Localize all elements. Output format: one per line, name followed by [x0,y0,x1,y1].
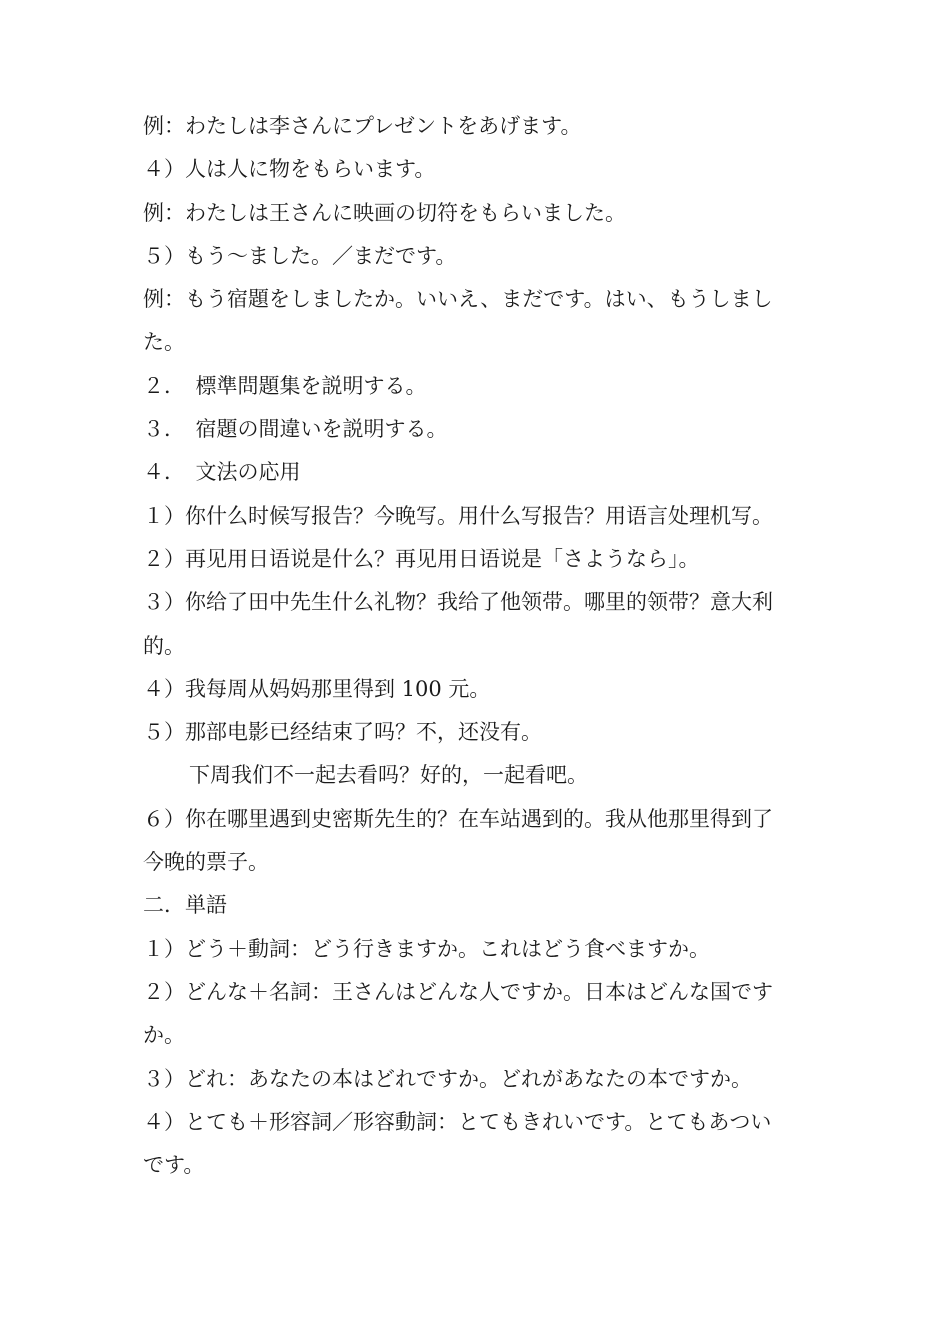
vocabulary-item-continuation: です。 [143,1153,205,1178]
example-line: 例：もう宿題をしましたか。いいえ、まだです。はい、もうしまし [143,287,773,312]
grammar-item: ５）もう～ました。／まだです。 [143,243,457,268]
application-item: １）你什么时候写报告？今晚写。用什么写报告？用语言处理机写。 [143,503,773,528]
example-line-continuation: た。 [143,330,185,355]
section-item: ４． 文法の応用 [143,460,301,485]
vocabulary-item: ４）とても＋形容詞／形容動詞：とてもきれいです。とてもあつい [143,1109,772,1134]
vocabulary-item-continuation: か。 [143,1023,185,1048]
application-item: ６）你在哪里遇到史密斯先生的？在车站遇到的。我从他那里得到了 [143,806,773,831]
application-item: ５）那部电影已经结束了吗？不，还没有。 [143,720,542,745]
example-line: 例：わたしは李さんにプレゼントをあげます。 [143,114,582,138]
application-item: ３）你给了田中先生什么礼物？我给了他领带。哪里的领带？意大利 [143,590,773,615]
document-body [143,105,813,1187]
section-item: ２． 標準問題集を説明する。 [143,373,427,398]
application-item-continuation: 今晚的票子。 [143,850,269,875]
vocabulary-item: ３）どれ：あなたの本はどれですか。どれがあなたの本ですか。 [143,1066,752,1091]
grammar-item: ４）人は人に物をもらいます。 [143,157,436,182]
example-line: 例：わたしは王さんに映画の切符をもらいました。 [143,200,626,225]
application-item-indented: 下周我们不一起去看吗？好的，一起看吧。 [189,763,588,788]
application-item: ４）我每周从妈妈那里得到 100 元。 [143,676,491,701]
application-item: ２）再见用日语说是什么？再见用日语说是「さようなら」。 [143,546,700,571]
section-heading: 二．単語 [143,893,227,918]
vocabulary-item: １）どう＋動詞：どう行きますか。これはどう食べますか。 [143,936,710,961]
vocabulary-item: ２）どんな＋名詞：王さんはどんな人ですか。日本はどんな国です [143,979,773,1004]
section-item: ３． 宿題の間違いを説明する。 [143,417,448,442]
application-item-continuation: 的。 [143,633,185,658]
